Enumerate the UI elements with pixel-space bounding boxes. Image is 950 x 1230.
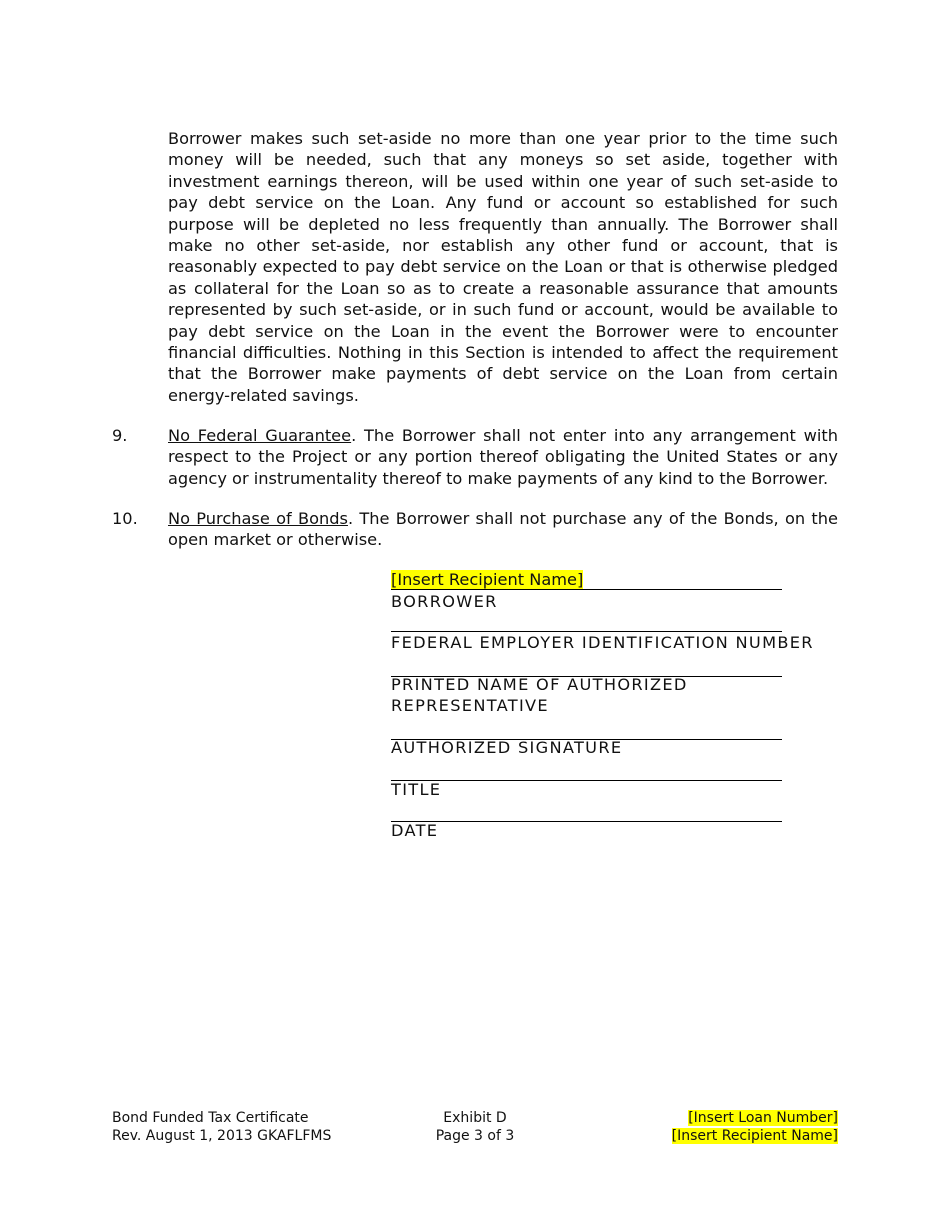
authorized-signature-label: AUTHORIZED SIGNATURE	[391, 738, 623, 757]
section-number: 9.	[112, 426, 128, 445]
footer-center	[400, 1109, 550, 1145]
title-label: TITLE	[391, 780, 442, 799]
footer-exhibit: Exhibit D	[443, 1110, 507, 1126]
section-body	[168, 508, 838, 551]
printed-name-label: PRINTED NAME OF AUTHORIZED REPRESENTATIVE	[391, 675, 688, 715]
footer-page-number: Page 3 of 3	[435, 1128, 515, 1144]
recipient-name-field[interactable]	[391, 570, 583, 590]
title-line[interactable]	[391, 780, 782, 781]
recipient-placeholder: [Insert Recipient Name]	[391, 570, 584, 589]
footer-recipient-name: [Insert Recipient Name]	[671, 1128, 838, 1144]
section-text: . The Borrower shall not enter into any arrangement with respect to the Project or any portion thereof obligating the United States or any agency or instrumentality thereof to make payments of any kind to the Borrower.	[168, 426, 838, 488]
date-line[interactable]	[391, 821, 782, 822]
footer-right	[600, 1109, 838, 1145]
footer-doc-title: Bond Funded Tax Certificate	[112, 1110, 309, 1126]
recipient-signature-line	[391, 589, 782, 590]
section-heading: No Federal Guarantee	[168, 426, 352, 445]
fein-label: FEDERAL EMPLOYER IDENTIFICATION NUMBER	[391, 633, 814, 652]
section-number: 10.	[112, 509, 138, 528]
borrower-label: BORROWER	[391, 592, 498, 611]
section-text: . The Borrower shall not purchase any of the Bonds, on the open market or otherwise.	[168, 509, 838, 550]
footer-left	[112, 1109, 331, 1145]
footer-revision: Rev. August 1, 2013 GKAFLFMS	[112, 1128, 332, 1144]
footer-loan-number: [Insert Loan Number]	[688, 1110, 838, 1126]
date-label: DATE	[391, 821, 439, 840]
section-body	[168, 425, 838, 489]
section-heading: No Purchase of Bonds	[168, 509, 348, 528]
continuation-paragraph: Borrower makes such set-aside no more than one year prior to the time such money will be needed, such that any moneys so set aside, together with investment earnings thereon, will be used within one year of such set-aside to pay debt service on the Loan. Any fund or account so established for such purpose will be depleted no less frequently than annually. The Borrower shall make no other set-aside, nor establish any other fund or account, that is reasonably expected to pay debt service on the Loan or that is otherwise pledged as collateral for the Loan so as to create a reasonable assurance that amounts represented by such set-aside, or in such fund or account, would be available to pay debt service on the Loan in the event the Borrower were to encounter financial difficulties. Nothing in this Section is intended to affect the requirement that the Borrower make payments of debt service on the Loan from certain energy-related savings.	[168, 129, 838, 405]
